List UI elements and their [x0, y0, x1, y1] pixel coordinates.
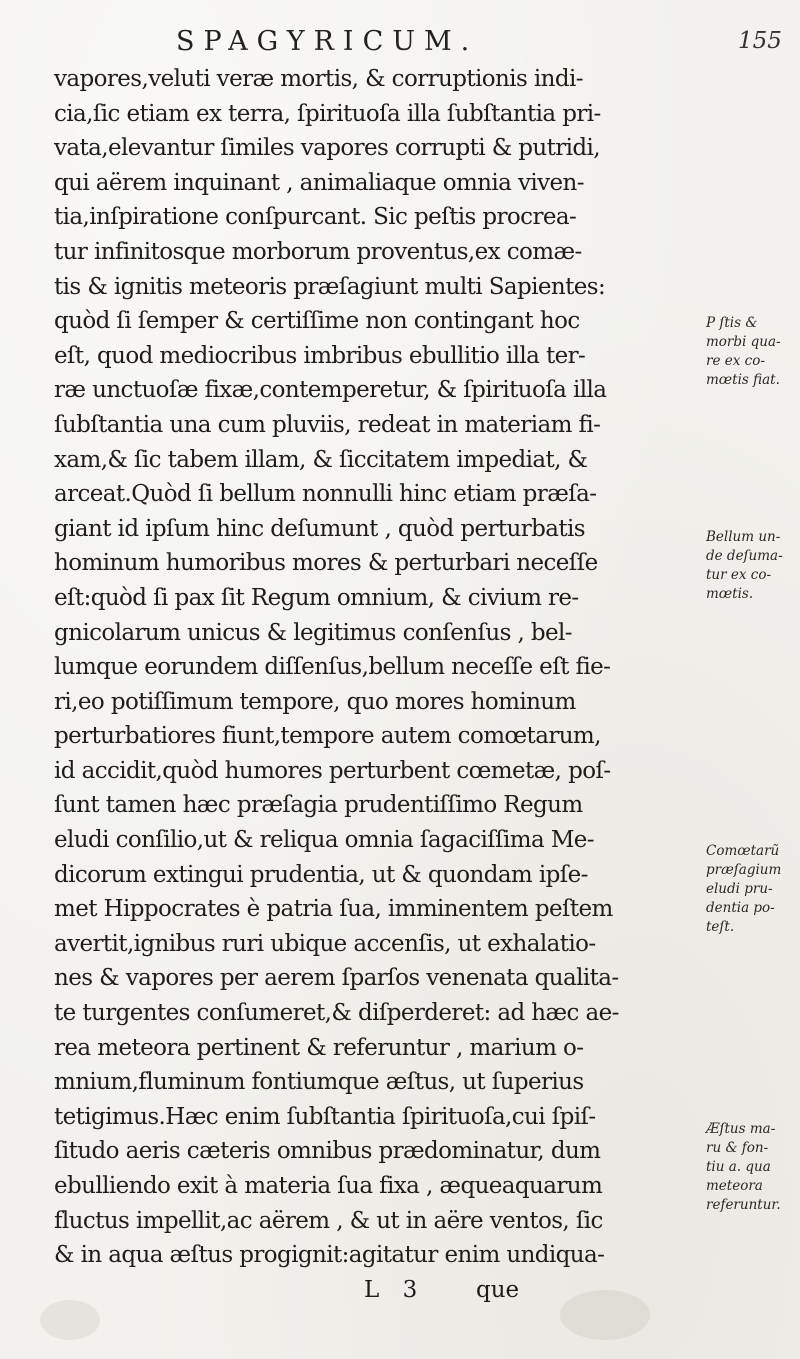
margin-note-comets: Comœtarũ præſagium eludi pru- dentia po- teſt. [706, 843, 782, 935]
gathering-signature: L 3 [364, 1276, 426, 1303]
text-line: eſt:quòd ſi pax ſit Regum omnium, & civium re- [54, 584, 579, 611]
text-line: quòd ſi ſemper & certiſſime non contingant hoc [54, 308, 580, 335]
text-line: & in aqua æſtus progignit:agitatur enim undiqua- [54, 1242, 605, 1269]
text-line: te turgentes conſumeret,& diſperderet: ad hæc ae- [54, 1000, 619, 1027]
running-title: SPAGYRICUM. [176, 26, 479, 57]
margin-note-tides: Æſtus ma- ru & fon- tiu a. qua meteora referuntur. [706, 1121, 781, 1213]
signature-line [54, 1273, 694, 1308]
text-line: qui aërem inquinant , animaliaque omnia viven- [54, 169, 584, 196]
text-line: ſubſtantia una cum pluviis, redeat in materiam fi- [54, 411, 601, 438]
text-line: ſunt tamen hæc præſagia prudentiſſimo Regum [54, 792, 583, 819]
text-line: tetigimus.Hæc enim ſubſtantia ſpirituoſa,cui ſpiſ- [54, 1103, 596, 1130]
text-line: tur infinitosque morborum proventus,ex comæ- [54, 238, 582, 265]
text-line: nes & vapores per aerem ſparſos venenata qualita- [54, 965, 619, 992]
text-line: perturbatiores fiunt,tempore autem comœtarum, [54, 723, 601, 750]
catchword: que [476, 1276, 520, 1303]
text-line: ri,eo potiſſimum tempore, quo mores hominum [54, 688, 576, 715]
text-line: hominum humoribus mores & perturbari neceſſe [54, 550, 598, 577]
text-line: id accidit,quòd humores perturbent cœmetæ, poſ- [54, 757, 611, 784]
text-line: lumque eorundem diſſenſus,bellum neceſſe eſt fie- [54, 654, 611, 681]
text-line: xam,& ſic tabem illam, & ſiccitatem impediat, & [54, 446, 588, 473]
page-number: 155 [738, 28, 782, 54]
margin-note-plague: P ſtis & morbi qua- re ex co- mœtis fiat. [706, 315, 781, 388]
margin-note-war: Bellum un- de deſuma- tur ex co- mœtis. [706, 529, 783, 602]
text-line: dicorum extingui prudentia, ut & quondam ipſe- [54, 861, 588, 888]
main-text-block [54, 62, 694, 1307]
text-line: avertit,ignibus ruri ubique accenſis, ut exhalatio- [54, 930, 596, 957]
text-line: gnicolarum unicus & legitimus conſenſus , bel- [54, 619, 572, 646]
text-line: vata,elevantur ſimiles vapores corrupti & putridi, [54, 135, 601, 162]
text-line: eſt, quod mediocribus imbribus ebullitio illa ter- [54, 342, 586, 369]
text-line: tia,inſpiratione conſpurcant. Sic peſtis procrea- [54, 204, 577, 231]
text-line: arceat.Quòd ſi bellum nonnulli hinc etiam præſa- [54, 481, 597, 508]
text-line: mnium,fluminum fontiumque æſtus, ut ſuperius [54, 1069, 584, 1096]
text-line: vapores,veluti veræ mortis, & corruptionis indi- [54, 66, 583, 92]
text-line: ræ unctuoſæ fixæ,contemperetur, & ſpirituoſa illa [54, 377, 607, 404]
text-line: ſitudo aeris cæteris omnibus prædominatur, dum [54, 1138, 601, 1165]
text-line: giant id ipſum hinc deſumunt , quòd perturbatis [54, 515, 585, 542]
text-line: fluctus impellit,ac aërem , & ut in aëre ventos, ſic [54, 1207, 603, 1234]
text-line: cia,ſic etiam ex terra, ſpirituoſa illa ſubſtantia pri- [54, 100, 601, 127]
text-line: tis & ignitis meteoris præſagiunt multi Sapientes: [54, 273, 606, 300]
text-line: ebulliendo exit à materia ſua fixa , æqueaquarum [54, 1173, 603, 1199]
text-line: met Hippocrates è patria ſua, imminentem peſtem [54, 896, 613, 923]
text-line: eludi conſilio,ut & reliqua omnia ſagaciſſima Me- [54, 827, 594, 854]
text-line: rea meteora pertinent & referuntur , marium o- [54, 1034, 584, 1061]
